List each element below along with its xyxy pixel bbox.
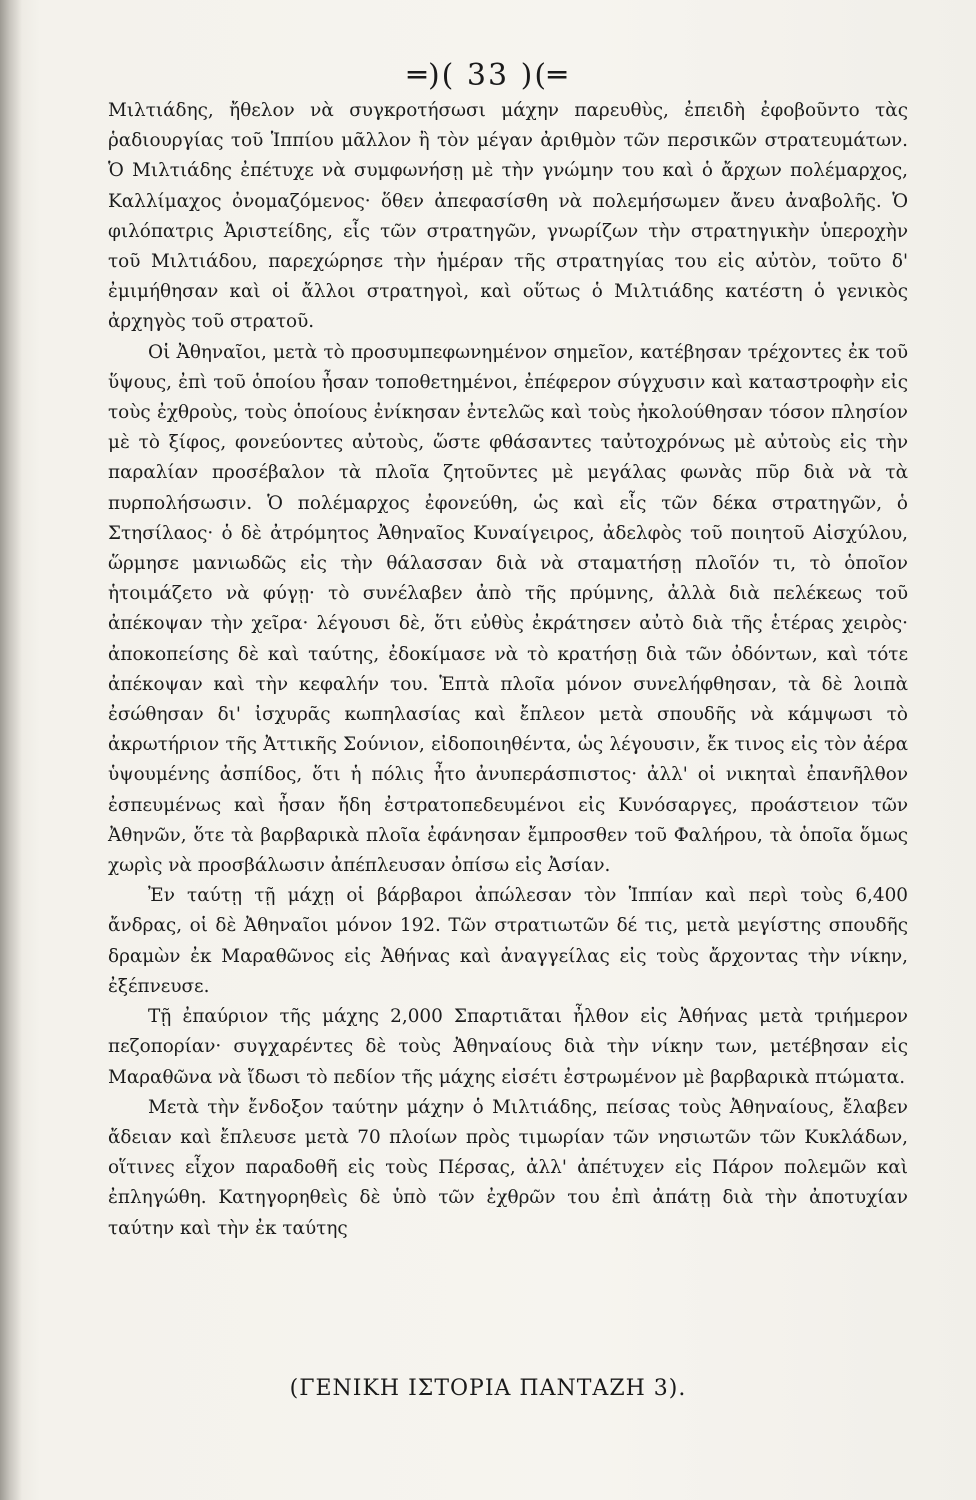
paragraph-4: Τῇ ἐπαύριον τῆς μάχης 2,000 Σπαρτιᾶται ἦλθον εἰς Ἀθήνας μετὰ τριήμερον πεζοπορίαν· συγχαρέντες δὲ τοὺς Ἀθηναίους διὰ τὴν νίκην των, μετέβησαν εἰς Μαραθῶνα νὰ ἴδωσι τὸ πεδίον τῆς μάχης εἰσέτι ἐστρωμένον μὲ βαρβαρικὰ πτώματα.: [108, 1006, 908, 1088]
page-number-header: ═)( 33 )(═: [407, 58, 569, 93]
body-text: [108, 96, 908, 1244]
paragraph-2: Οἱ Ἀθηναῖοι, μετὰ τὸ προσυμπεφωνημένον σημεῖον, κατέβησαν τρέχοντες ἐκ τοῦ ὕψους, ἐπὶ τοῦ ὁποίου ἦσαν τοποθετημένοι, ἐπέφερον σύγχυσιν καὶ καταστροφὴν εἰς τοὺς ἐχθροὺς, τοὺς ὁποίους ἐνίκησαν ἐντελῶς καὶ τοὺς ἠκολούθησαν τόσον πλησίον μὲ τὸ ξίφος, φονεύοντες αὐτοὺς, ὥστε φθάσαντες ταὐτοχρόνως μὲ αὐτοὺς εἰς τὴν παραλίαν προσέβαλον τὰ πλοῖα ζητοῦντες μὲ μεγάλας φωνὰς πῦρ διὰ νὰ τὰ πυρπολήσωσιν. Ὁ πολέμαρχος ἐφονεύθη, ὡς καὶ εἷς τῶν δέκα στρατηγῶν, ὁ Στησίλαος· ὁ δὲ ἀτρόμητος Ἀθηναῖος Κυναίγειρος, ἀδελφὸς τοῦ ποιητοῦ Αἰσχύλου, ὥρμησε μανιωδῶς εἰς τὴν θάλασσαν διὰ νὰ σταματήσῃ πλοῖόν τι, τὸ ὁποῖον ἡτοιμάζετο νὰ φύγῃ· τὸ συνέλαβεν ἀπὸ τῆς πρύμνης, ἀλλὰ διὰ πελέκεως τοῦ ἀπέκοψαν τὴν χεῖρα· λέγουσι δὲ, ὅτι εὐθὺς ἐκράτησεν αὐτὸ διὰ τῆς ἑτέρας χειρὸς· ἀποκοπείσης δὲ καὶ ταύτης, ἐδοκίμασε νὰ τὸ κρατήσῃ διὰ τῶν ὀδόντων, καὶ τότε ἀπέκοψαν καὶ τὴν κεφαλήν του. Ἑπτὰ πλοῖα μόνον συνελήφθησαν, τὰ δὲ λοιπὰ ἐσώθησαν δι' ἰσχυρᾶς κωπηλασίας καὶ ἔπλεον μετὰ σπουδῆς νὰ κάμψωσι τὸ ἀκρωτήριον τῆς Ἀττικῆς Σούνιον, εἰδοποιηθέντα, ὡς λέγουσιν, ἔκ τινος εἰς τὸν ἀέρα ὑψουμένης ἀσπίδος, ὅτι ἡ πόλις ἦτο ἀνυπεράσπιστος· ἀλλ' οἱ νικηταὶ ἐπανῆλθον ἐσπευμένως καὶ ἦσαν ἤδη ἐστρατοπεδευμένοι εἰς Κυνόσαργες, προάστειον τῶν Ἀθηνῶν, ὅτε τὰ βαρβαρικὰ πλοῖα ἐφάνησαν ἔμπροσθεν τοῦ Φαλήρου, τὰ ὁποῖα ὅμως χωρὶς νὰ προσβάλωσιν ἀπέπλευσαν ὀπίσω εἰς Ἀσίαν.: [108, 341, 908, 877]
page-gutter: [0, 0, 22, 1500]
paragraph-5: Μετὰ τὴν ἔνδοξον ταύτην μάχην ὁ Μιλτιάδης, πείσας τοὺς Ἀθηναίους, ἔλαβεν ἄδειαν καὶ ἔπλευσε μετὰ 70 πλοίων πρὸς τιμωρίαν τῶν νησιωτῶν τῶν Κυκλάδων, οἵτινες εἶχον παραδοθῆ εἰς τοὺς Πέρσας, ἀλλ' ἀπέτυχεν εἰς Πάρον πολεμῶν καὶ ἐπληγώθη. Κατηγορηθεὶς δὲ ὑπὸ τῶν ἐχθρῶν του ἐπὶ ἀπάτῃ διὰ τὴν ἀποτυχίαν ταύτην καὶ τὴν ἐκ ταύτης: [108, 1096, 908, 1239]
paragraph-1: Μιλτιάδης, ἤθελον νὰ συγκροτήσωσι μάχην παρευθὺς, ἐπειδὴ ἐφοβοῦντο τὰς ῥαδιουργίας τοῦ Ἱππίου μᾶλλον ἢ τὸν μέγαν ἀριθμὸν τῶν περσικῶν στρατευμάτων. Ὁ Μιλτιάδης ἐπέτυχε νὰ συμφωνήσῃ μὲ τὴν γνώμην του καὶ ὁ ἄρχων πολέμαρχος, Καλλίμαχος ὀνομαζόμενος· ὅθεν ἀπεφασίσθη νὰ πολεμήσωμεν ἄνευ ἀναβολῆς. Ὁ φιλόπατρις Ἀριστείδης, εἷς τῶν στρατηγῶν, γνωρίζων τὴν στρατηγικὴν ὑπεροχὴν τοῦ Μιλτιάδου, παρεχώρησε τὴν ἡμέραν τῆς στρατηγίας του εἰς αὐτὸν, τοῦτο δ' ἐμιμήθησαν καὶ οἱ ἄλλοι στρατηγοὶ, καὶ οὕτως ὁ Μιλτιάδης κατέστη ὁ γενικὸς ἀρχηγὸς τοῦ στρατοῦ.: [108, 100, 908, 333]
paragraph-3: Ἐν ταύτῃ τῇ μάχῃ οἱ βάρβαροι ἀπώλεσαν τὸν Ἱππίαν καὶ περὶ τοὺς 6,400 ἄνδρας, οἱ δὲ Ἀθηναῖοι μόνον 192. Τῶν στρατιωτῶν δέ τις, μετὰ μεγίστης σπουδῆς δραμὼν ἐκ Μαραθῶνος εἰς Ἀθήνας καὶ ἀναγγείλας εἰς τοὺς ἄρχοντας τὴν νίκην, ἐξέπνευσε.: [108, 885, 908, 997]
signature-footer: (ΓΕΝΙΚΗ ΙΣΤΟΡΙΑ ΠΑΝΤΑΖΗ 3).: [289, 1376, 687, 1401]
